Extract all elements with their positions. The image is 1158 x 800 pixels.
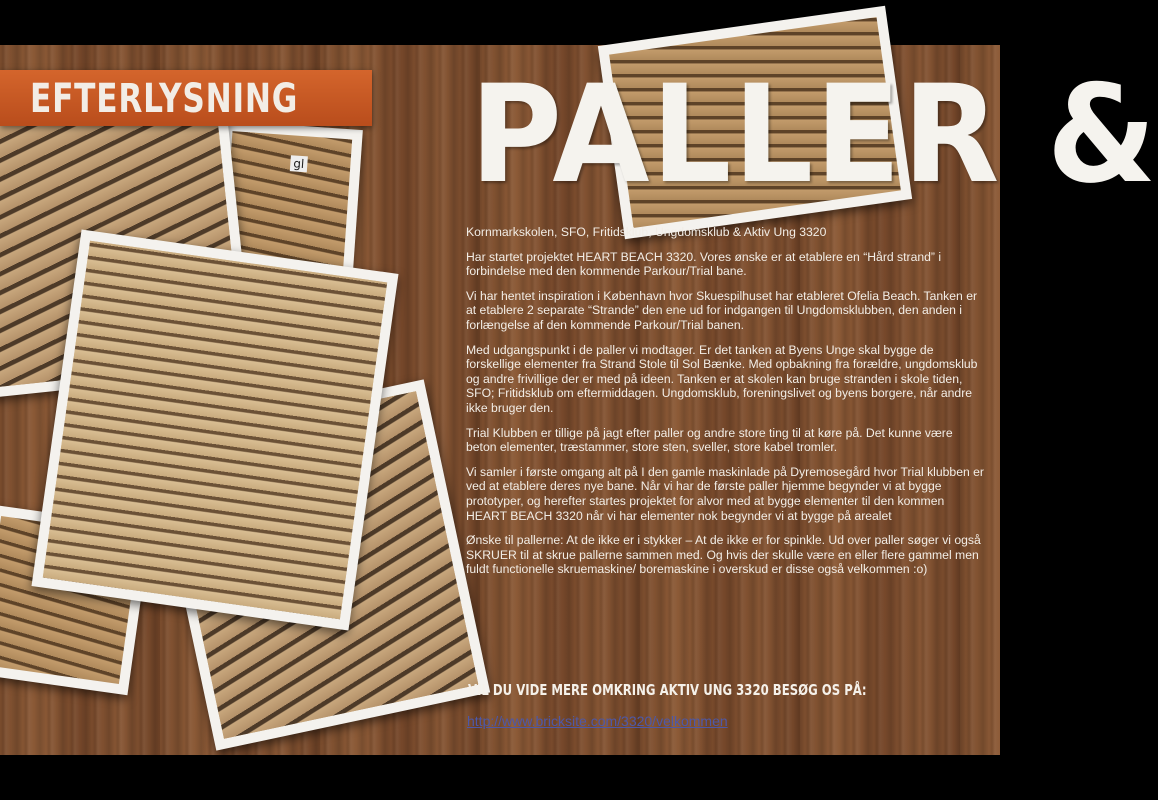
paragraph: Ønske til pallerne: At de ikke er i stykker – At de ikke er for spinkle. Ud over paller søger vi også SKRUER til at skrue pallerne sammen med. Og hvis der skulle være en eller flere gammel men fuldt functionelle skruemaskine/ boremaskine i overskud er disse også velkommen :o) (466, 533, 981, 577)
poster (0, 45, 1158, 755)
stamp-label: gl (290, 155, 308, 172)
paragraph: Vi har hentet inspiration i København hvor Skuespilhuset har etableret Ofelia Beach. Tanken er at etablere 2 separate “Strande” den ene ud for indgangen til Ungdomsklubben, den anden i forlængelse af den kommende Parkour/Trial banen. (466, 288, 978, 332)
page-title: PALLER & (470, 56, 1158, 213)
paragraph: Med udgangspunkt i de paller vi modtager. Er det tanken at Byens Unge skal bygge de forskellige elementer fra Strand Stole til Sol Bænke. Med opbakning fra forældre, ungdomsklub og andre frivillige der er med på ideen. Tanken er at skolen kan bruge stranden i skole tiden, SFO; Fritidsklub om eftermiddagen. Ungdomsklub, foreningslivet og byens borgere, når andre ikke bruger den. (466, 342, 978, 415)
paragraph: Trial Klubben er tillige på jagt efter paller og andre store ting til at køre på. Det kunne være beton elementer, træstammer, store sten, sveller, store kabel tromler. (466, 425, 953, 455)
paragraph: Vi samler i første omgang alt på I den gamle maskinlade på Dyremosegård hvor Trial klubben er ved at etablere deres nye bane. Når vi har de første paller hjemme begynder vi at bygge prototyper, og herefter startes projektet for alvor med at bygge elementer til den kommen HEART BEACH 3320 når vi har elementer nok begynder vi at bygge på arealet (466, 464, 984, 523)
efterlysning-banner (0, 70, 372, 126)
banner-label: EFTERLYSNING (30, 76, 299, 122)
call-to-action: VIL DU VIDE MERE OMKRING AKTIV UNG 3320 BESØG OS PÅ: (468, 681, 867, 699)
website-link[interactable]: http://www.bricksite.com/3320/velkommen (467, 713, 728, 729)
text-block (466, 225, 986, 587)
paragraph: Har startet projektet HEART BEACH 3320. Vores ønske er at etablere en “Hård strand” i forbindelse med den kommende Parkour/Trial bane. (466, 249, 942, 279)
pallet-photo (43, 241, 387, 619)
photo-main-stack (32, 229, 399, 630)
intro-line: Kornmarkskolen, SFO, Fritidsklub, Ungdomsklub & Aktiv Ung 3320 (466, 225, 827, 239)
